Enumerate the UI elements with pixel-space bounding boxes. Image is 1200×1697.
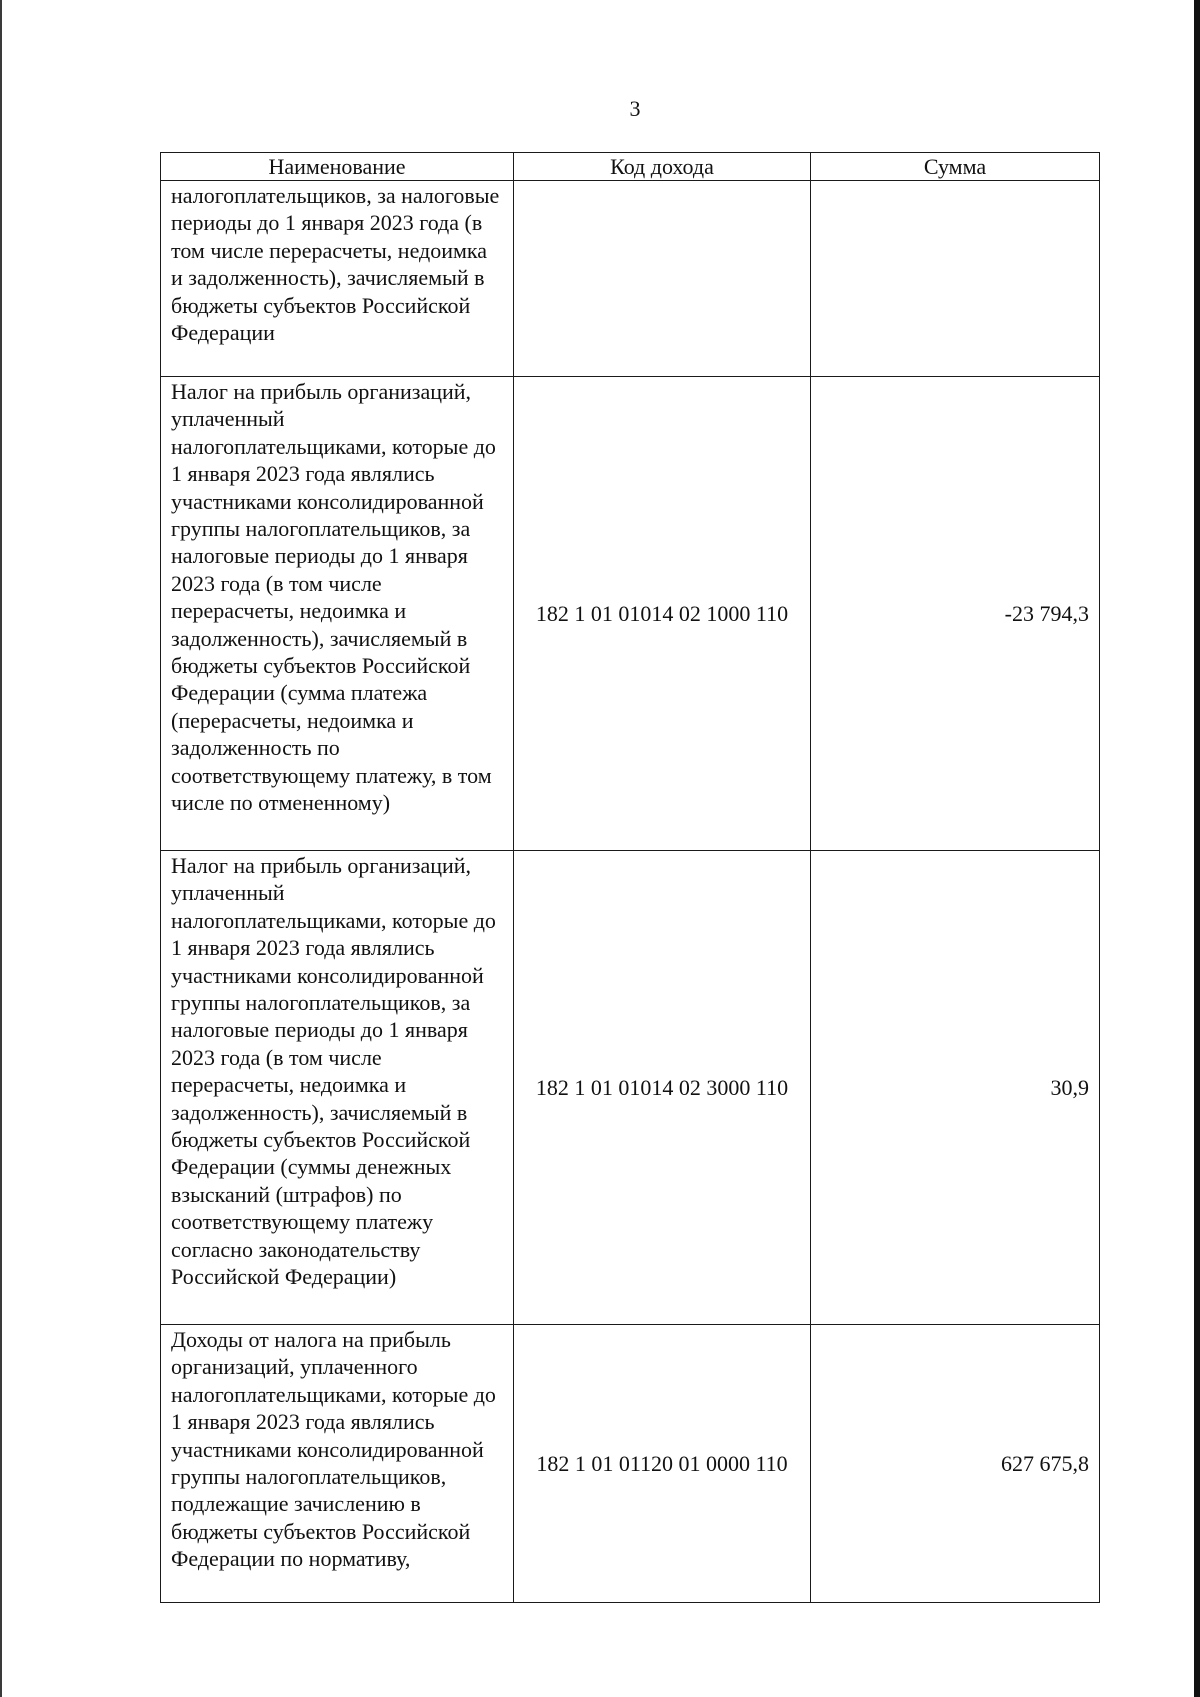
scan-edge-right (1194, 0, 1200, 1697)
header-code: Код дохода (514, 153, 811, 181)
table-row (161, 1325, 1100, 1603)
page-number: 3 (629, 96, 641, 121)
row-name: Налог на прибыль организаций, уплаченный налогоплательщиками, которые до 1 января 2023 года являлись участниками консолидированной группы налогоплательщиков, за налоговые периоды до 1 января 2023 года (в том числе перерасчеты, недоимка и задолженность), зачисляемый в бюджеты субъектов Российской Федерации (сумма платежа (перерасчеты, недоимка и задолженность по соответствующему платежу, в том числе по отмененному) (161, 377, 514, 851)
row-amount: 30,9 (811, 851, 1100, 1325)
row-code: 182 1 01 01120 01 0000 110 (514, 1325, 811, 1603)
row-code: 182 1 01 01014 02 1000 110 (514, 377, 811, 851)
scan-edge-left (0, 0, 2, 1697)
header-amount: Сумма (811, 153, 1100, 181)
revenue-table (160, 152, 1100, 1603)
row-name: Доходы от налога на прибыль организаций, уплаченного налогоплательщиками, которые до 1 января 2023 года являлись участниками консолидированной группы налогоплательщиков, подлежащие зачислению в бюджеты субъектов Российской Федерации по нормативу, (161, 1325, 514, 1603)
row-amount: -23 794,3 (811, 377, 1100, 851)
row-name: Налог на прибыль организаций, уплаченный налогоплательщиками, которые до 1 января 2023 года являлись участниками консолидированной группы налогоплательщиков, за налоговые периоды до 1 января 2023 года (в том числе перерасчеты, недоимка и задолженность), зачисляемый в бюджеты субъектов Российской Федерации (суммы денежных взысканий (штрафов) по соответствующему платежу согласно законодательству Российской Федерации) (161, 851, 514, 1325)
row-amount (811, 181, 1100, 377)
table-row (161, 181, 1100, 377)
table-row (161, 851, 1100, 1325)
header-name: Наименование (161, 153, 514, 181)
row-code: 182 1 01 01014 02 3000 110 (514, 851, 811, 1325)
row-amount: 627 675,8 (811, 1325, 1100, 1603)
row-code (514, 181, 811, 377)
table-header-row (161, 153, 1100, 181)
table-row (161, 377, 1100, 851)
row-name: налогоплательщиков, за налоговые периоды до 1 января 2023 года (в том числе перерасчеты, недоимка и задолженность), зачисляемый в бюджеты субъектов Российской Федерации (161, 181, 514, 377)
